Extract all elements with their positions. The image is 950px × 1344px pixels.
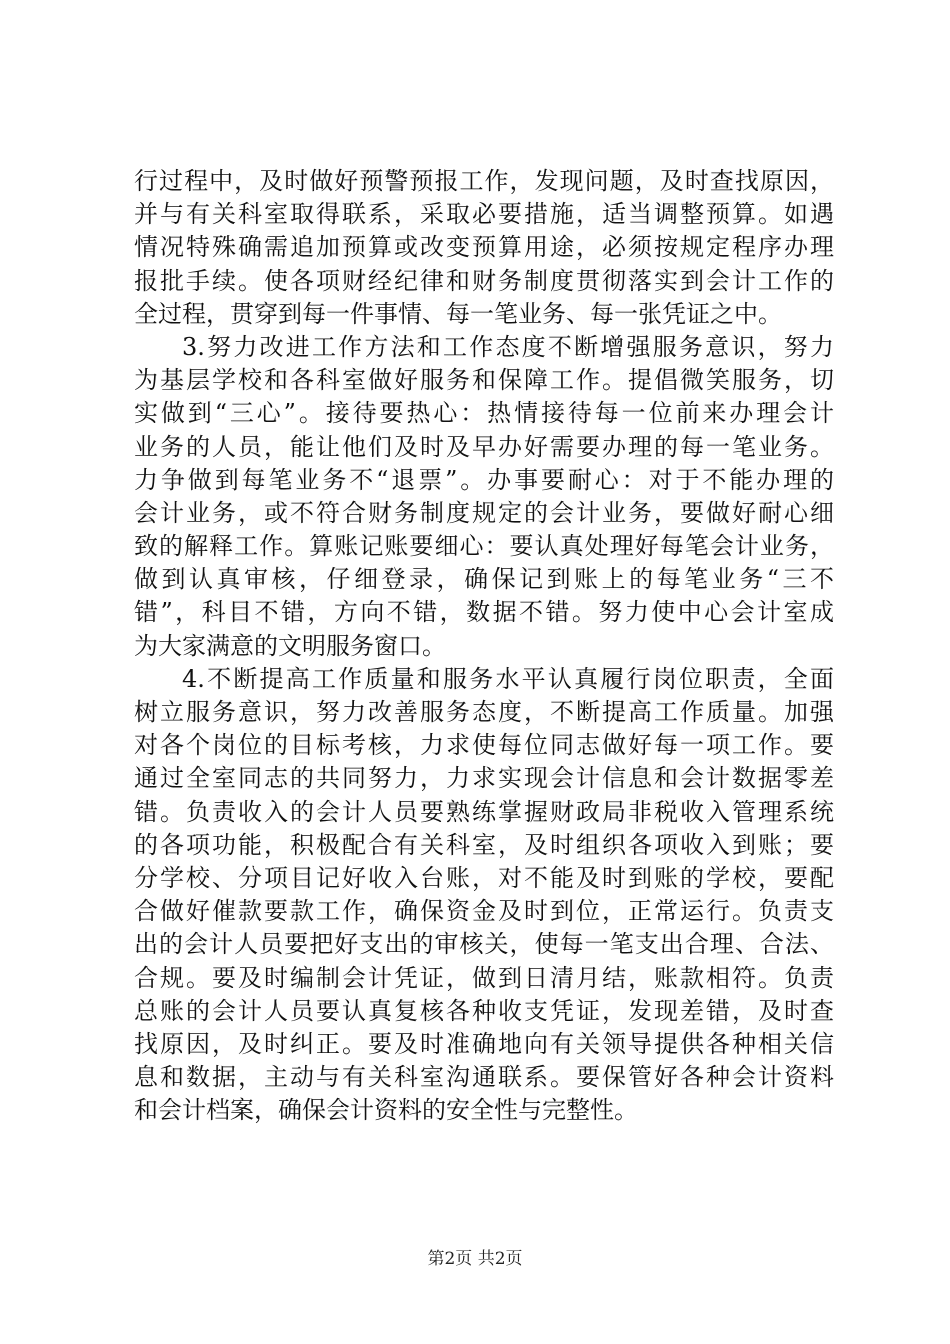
text-line: 做到认真审核，仔细登录，确保记到账上的每笔业务“三不 — [134, 565, 834, 594]
page-number-footer: 第2页 共2页 — [427, 1249, 523, 1269]
text-line: 为基层学校和各科室做好服务和保障工作。提倡微笑服务，切 — [134, 366, 834, 395]
text-line: 错。负责收入的会计人员要熟练掌握财政局非税收入管理系统 — [134, 797, 834, 826]
text-line: 合规。要及时编制会计凭证，做到日清月结，账款相符。负责 — [134, 963, 834, 992]
text-line: 错”，科目不错，方向不错，数据不错。努力使中心会计室成 — [134, 598, 834, 627]
text-line: 业务的人员，能让他们及时及早办好需要办理的每一笔业务。 — [134, 432, 834, 461]
text-line: 分学校、分项目记好收入台账，对不能及时到账的学校，要配 — [134, 863, 834, 892]
text-line: 合做好催款要款工作，确保资金及时到位，正常运行。负责支 — [134, 897, 834, 926]
text-line: 对各个岗位的目标考核，力求使每位同志做好每一项工作。要 — [134, 731, 834, 760]
text-line: 总账的会计人员要认真复核各种收支凭证，发现差错，及时查 — [134, 996, 834, 1025]
text-line: 实做到“三心”。接待要热心：热情接待每一位前来办理会计 — [134, 399, 834, 428]
text-line: 通过全室同志的共同努力，力求实现会计信息和会计数据零差 — [134, 764, 834, 793]
text-line: 并与有关科室取得联系，采取必要措施，适当调整预算。如遇 — [134, 200, 834, 229]
text-line: 致的解释工作。算账记账要细心：要认真处理好每笔会计业务， — [134, 532, 834, 561]
text-line: 全过程，贯穿到每一件事情、每一笔业务、每一张凭证之中。 — [134, 299, 782, 328]
text-line: 报批手续。使各项财经纪律和财务制度贯彻落实到会计工作的 — [134, 266, 834, 295]
text-line: 情况特殊确需追加预算或改变预算用途，必须按规定程序办理 — [134, 233, 834, 262]
text-line: 息和数据，主动与有关科室沟通联系。要保管好各种会计资料 — [134, 1063, 834, 1092]
text-line: 为大家满意的文明服务窗口。 — [134, 631, 446, 660]
text-line: 和会计档案，确保会计资料的安全性与完整性。 — [134, 1096, 638, 1125]
document-body — [134, 165, 834, 1127]
text-line: 出的会计人员要把好支出的审核关，使每一笔支出合理、合法、 — [134, 930, 834, 959]
text-line: 会计业务，或不符合财务制度规定的会计业务，要做好耐心细 — [134, 498, 834, 527]
text-line: 行过程中，及时做好预警预报工作，发现问题，及时查找原因， — [134, 167, 834, 195]
text-line: 树立服务意识，努力改善服务态度，不断提高工作质量。加强 — [134, 698, 834, 726]
text-line: 力争做到每笔业务不“退票”。办事要耐心：对于不能办理的 — [134, 465, 834, 494]
text-line: 3.努力改进工作方法和工作态度不断增强服务意识，努力 — [182, 332, 834, 361]
text-line: 4.不断提高工作质量和服务水平认真履行岗位职责，全面 — [182, 664, 834, 693]
text-line: 的各项功能，积极配合有关科室，及时组织各项收入到账；要 — [134, 830, 834, 859]
text-line: 找原因，及时纠正。要及时准确地向有关领导提供各种相关信 — [134, 1029, 834, 1058]
